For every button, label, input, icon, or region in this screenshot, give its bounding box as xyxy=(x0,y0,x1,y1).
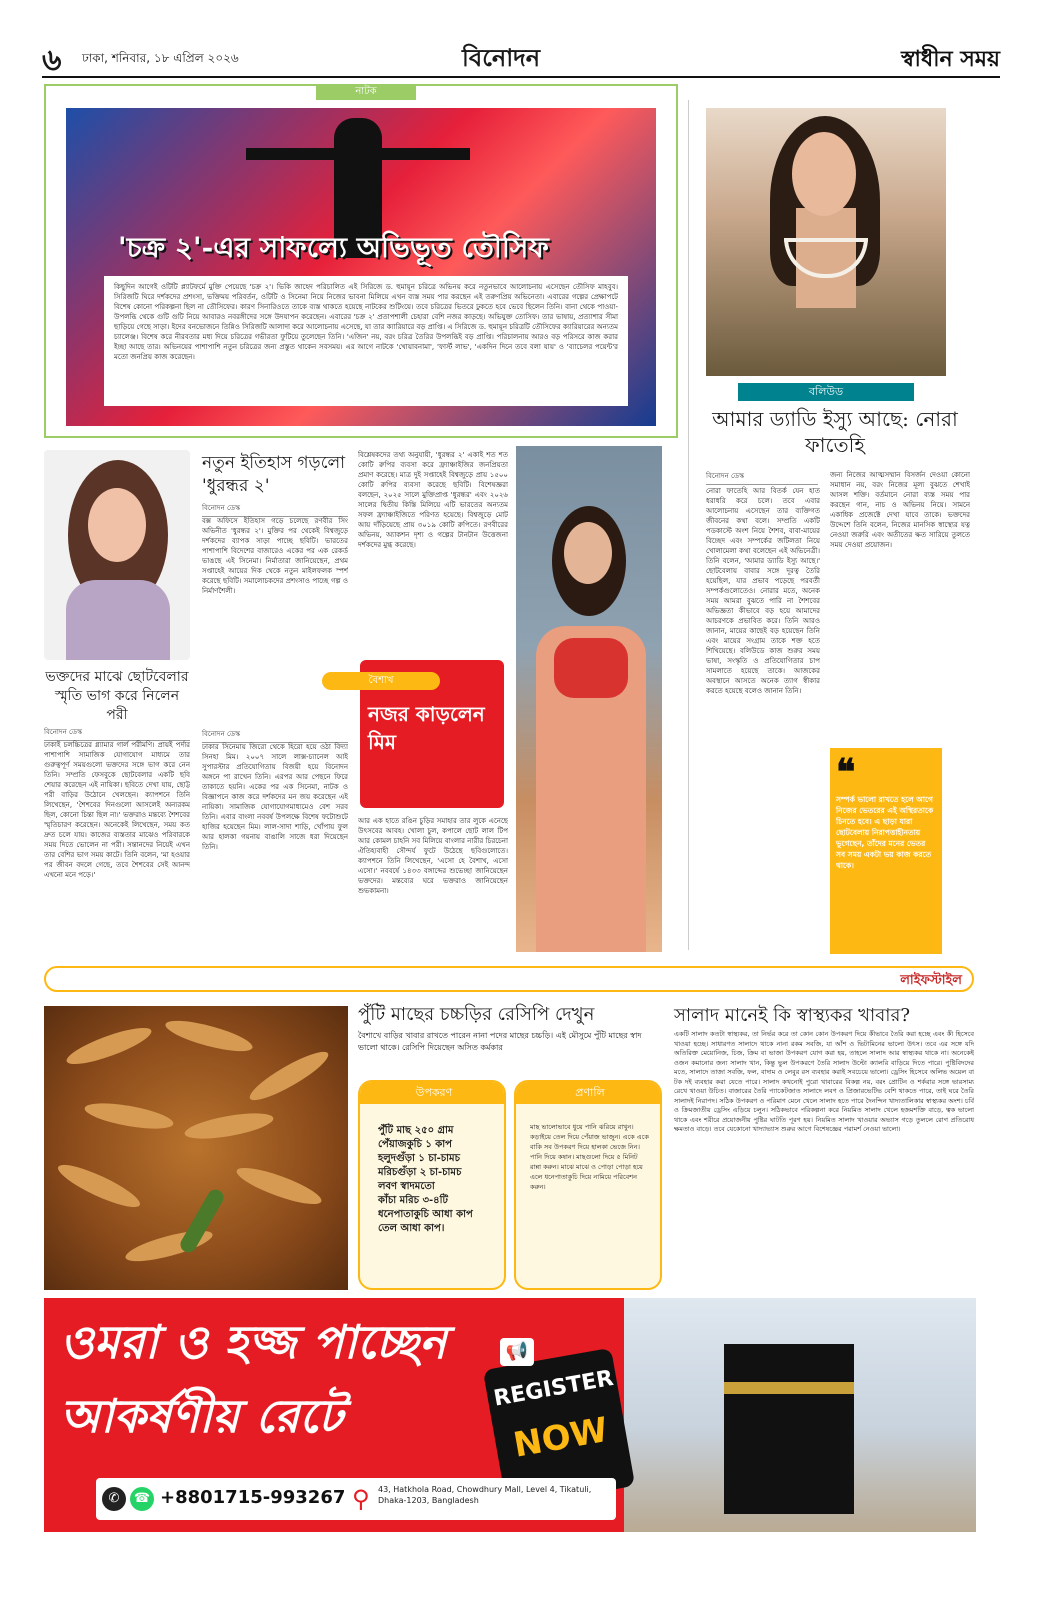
ingredient-item: পুঁটি মাছ ২৫০ গ্রাম xyxy=(378,1125,454,1136)
pull-quote-text: সম্পর্ক ভালো রাখতে হলে আগে নিজের ভেতরের এই অস্থিরতাকে চিনতে হবে। এ ছাড়া যারা ছোটবেলায় নিরাপত্তাহীনতায় ভুগেছেন, তাঁদের মনের ভেতর সব সময় একটা ভয় কাজ করতে থাকে। xyxy=(836,795,934,870)
salad-headline: সালাদ মানেই কি স্বাস্থ্যকর খাবার? xyxy=(674,1005,911,1026)
pori-body: ঢাকাই চলচ্চিত্রের গ্ল্যামার গার্ল পরীমণি। প্রায়ই পর্দার পাশাপাশি সামাজিক যোগাযোগ মাধ্যমে তার গুরুত্বপূর্ণ সময়গুলো ভক্তদের সঙ্গে ভাগ করে নেন তিনি। সম্প্রতি ফেসবুকে ছোটবেলার একটি ছবি শেয়ার করেছেন এই নায়িকা। ছবিতে দেখা যায়, ছোট্ট পরী বাড়ির উঠোনে খেলছেন। ক্যাপশনে তিনি লিখেছেন, 'শৈশবের দিনগুলো আসলেই অন্যরকম ছিল, কোনো চিন্তা ছিল না।' ভক্তরাও মন্তব্যে শৈশবের স্মৃতিচারণ করেছেন। অনেকেই লিখেছেন, সময় কত দ্রুত চলে যায়। কাজের ব্যস্ততার মাঝেও পরিবারকে সময় দিতে ভোলেন না পরী। সন্তানদের নিয়েই এখন তার বেশির ভাগ সময় কাটে। তিনি বলেন, 'মা হওয়ার পর জীবন বদলে গেছে, তবে শৈশবের সেই আনন্দ এখনো মনে পড়ে।' xyxy=(44,741,190,879)
ingredient-item: লবণ স্বাদমতো xyxy=(378,1181,435,1192)
location-pin-icon: ⚲ xyxy=(352,1485,370,1513)
mim-photo-blouse xyxy=(554,638,628,698)
recipe-headline: পুঁটি মাছের চচ্চড়ির রেসিপি দেখুন xyxy=(358,1004,595,1025)
mim-body-col2: আর এক হাতে রঙিন চুড়ির সমাহার তার লুকে এনেছে উৎসবের আবহ। খোলা চুল, কপালে ছোট লাল টিপ আর কোমল চাহনি সব মিলিয়ে বাংলার নারীর চিরচেনা ঐতিহ্যবাহী সৌন্দর্য ফুটে উঠেছে ছবিগুলোতে। ক্যাপশনে তিনি লিখেছেন, 'এসো হে বৈশাখ, এসো এসো।' নববর্ষে ১৪৩৩ বঙ্গাব্দের শুভেচ্ছা জানিয়েছেন ভক্তদের। মন্তব্যের ঘরে ভক্তরাও জানিয়েছেন শুভকামনা। xyxy=(358,817,508,895)
ad-contact-strip xyxy=(96,1478,616,1520)
whatsapp-icon: ☎ xyxy=(130,1487,154,1511)
mim-headline: নজর কাড়লেন মিম xyxy=(368,702,485,754)
bollywood-tag: বলিউড xyxy=(738,383,914,401)
ad-headline-line2: আকর্ষণীয় রেটে xyxy=(60,1389,343,1443)
dhurandhar-dateline: বিনোদন ডেস্ক xyxy=(202,502,348,517)
register-label: REGISTER xyxy=(491,1366,616,1412)
lifestyle-section-bar xyxy=(44,966,974,992)
ad-phone-number[interactable]: +8801715-993267 xyxy=(160,1487,346,1508)
pori-photo-dress xyxy=(66,580,170,660)
drama-headline: 'চক্র ২'-এর সাফল্যে অভিভূত তৌসিফ xyxy=(118,231,549,264)
ad-address: 43, Hatkhola Road, Chowdhury Mall, Level 4, Tikatuli, Dhaka-1203, Bangladesh xyxy=(378,1485,592,1505)
kaaba-photo xyxy=(624,1298,976,1532)
mim-photo xyxy=(516,446,662,952)
ingredient-item: মরিচগুঁড়া ২ চা-চামচ xyxy=(378,1167,462,1178)
page-number: ৬ xyxy=(42,43,62,78)
mim-body-col1: ঢাকার সিনেমায় জিরো থেকে হিরো হয়ে ওঠা বিদ্যা সিনহা মিম। ২০০৭ সালে লাক্স-চ্যানেল আই সুপারস্টার প্রতিযোগিতায় বিজয়ী হয়ে বিনোদন অঙ্গনে পা রাখেন তিনি। এরপর আর পেছনে ফিরে তাকাতে হয়নি। একের পর এক সিনেমা, নাটক ও বিজ্ঞাপনে কাজ করে দর্শকদের মন জয় করেছেন এই নায়িকা। সামাজিক যোগাযোগমাধ্যমেও বেশ সরব তিনি। এবার বাংলা নববর্ষ উপলক্ষে বিশেষ ফটোশুটে হাজির হয়েছেন মিম। লাল-সাদা শাড়ি, খোঁপায় ফুল আর হালকা গয়নায় বাঙালি সাজে ধরা দিয়েছেন তিনি। xyxy=(202,743,348,851)
ingredient-item: ধনেপাতাকুচি আধা কাপ xyxy=(378,1209,473,1220)
fish-shape xyxy=(63,1021,154,1071)
fish-shape xyxy=(54,1158,144,1214)
ingredients-box xyxy=(358,1080,506,1290)
dhurandhar-headline: নতুন ইতিহাস গড়লো 'ধুরন্ধর ২' xyxy=(202,453,346,496)
fish-shape xyxy=(183,1108,275,1143)
fish-curry-photo xyxy=(44,1006,348,1290)
section-title: বিনোদন xyxy=(462,43,541,72)
mim-dateline: বিনোদন ডেস্ক xyxy=(202,728,348,743)
ingredients-list xyxy=(378,1124,498,1236)
nora-dateline: বিনোদন ডেস্ক xyxy=(706,470,818,485)
mim-photo-face xyxy=(564,522,612,584)
method-tag: প্রণালি xyxy=(516,1082,662,1104)
dhurandhar-body-col2: বিশ্লেষকদের তথ্য অনুযায়ী, 'ধুরন্ধর ২' একাই শত শত কোটি রুপির ব্যবসা করে ফ্র্যাঞ্চাইজির জনপ্রিয়তা প্রমাণ করেছে। মাত্র দুই সপ্তাহেই বিশ্বজুড়ে প্রায় ১৫০০ কোটি রুপির ব্যবসা করেছে ছবিটি। বিশেষজ্ঞরা বলছেন, ২০২৫ সালে মুক্তিপ্রাপ্ত 'ধুরন্ধর' এবং ২০২৬ সালের দ্বিতীয় কিস্তি মিলিয়ে এটি ভারতের অন্যতম সফল ফ্র্যাঞ্চাইজিতে পরিণত হয়েছে। বিশ্বজুড়ে মোট আয় দাঁড়িয়েছে প্রায় ৩০১৯ কোটি রুপিতে। রণবীরের অভিনয়, অ্যাকশন দৃশ্য ও গল্পের টানটান উত্তেজনা দর্শকদের মুগ্ধ করেছে। xyxy=(358,451,508,549)
method-text: মাছ ভালোভাবে ধুয়ে পানি ঝরিয়ে রাখুন। কড়াইয়ে তেল দিয়ে পেঁয়াজ ভাজুন। একে একে বাকি সব উপকরণ দিয়ে হালকা ভেজে নিন। পানি দিয়ে কষান। মাছগুলো দিয়ে ৫ মিনিট রান্না করুন। মাঝে মাঝে ও পোড়া পোড়া হয়ে এলে ধনেপাতাকুচি দিয়ে নামিয়ে পরিবেশন করুন। xyxy=(530,1123,649,1191)
kaaba-gold-band xyxy=(724,1382,854,1394)
drama-feature xyxy=(44,84,678,438)
recipe-intro: বৈশাখে বাড়ির খাবার রাখতে পারেন নানা পদের মাছের চচ্চড়ি। এই মৌসুমে পুঁটি মাছের স্বাদ ভালো থাকে। রেসিপি দিয়েছেন অসিত কর্মকার xyxy=(358,1031,642,1052)
ad-headline-line1: ওমরা ও হজ্জ পাচ্ছেন xyxy=(60,1315,447,1369)
nora-photo-face xyxy=(792,132,856,216)
megaphone-icon: 📢 xyxy=(500,1338,534,1366)
kaaba-shape xyxy=(724,1344,854,1514)
phone-icon: ✆ xyxy=(102,1487,126,1511)
drama-tag: নাটক xyxy=(316,84,416,100)
green-chili xyxy=(178,1187,227,1256)
quote-icon: ❝ xyxy=(836,751,856,793)
fish-shape xyxy=(83,1098,175,1133)
ingredient-item: হলুদগুঁড়া ১ চা-চামচ xyxy=(378,1153,461,1164)
pori-photo xyxy=(44,450,190,660)
ingredient-item: তেল আধা কাপ। xyxy=(378,1223,445,1234)
page-header xyxy=(42,36,1000,78)
method-box xyxy=(514,1080,662,1290)
fish-shape xyxy=(245,1045,333,1107)
dhurandhar-body-col1: বক্স অফিসে ইতিহাস গড়ে চলেছে রণবীর সিং অভিনীত 'ধুরন্ধর ২'। মুক্তির পর থেকেই বিশ্বজুড়ে দর্শকদের ব্যাপক সাড়া পাচ্ছে ছবিটি। ভারতের পাশাপাশি বিদেশের বাজারেও একের পর এক রেকর্ড ভাঙছে এই সিনেমা। নির্মাতারা জানিয়েছেন, প্রথম সপ্তাহেই আয়ের দিক থেকে নতুন মাইলফলক স্পর্শ করেছে ছবিটি। সমালোচকদের প্রশংসাও পাচ্ছে গল্প ও নির্মাণশৈলী। xyxy=(202,517,348,595)
pori-photo-face xyxy=(88,488,146,562)
drama-body: কিছুদিন আগেই ওটিটি প্ল্যাটফর্মে মুক্তি পেয়েছে 'চক্র ২'। ভিকি জাহেদ পরিচালিত এই সিরিজে ড. হুমায়ূন চরিত্রে অভিনয় করে নতুনভাবে আলোচনায় এসেছেন তৌসিফ মাহবুব। সিরিজটি ঘিরে দর্শকদের প্রশংসা, ভক্তিময় পরিবর্তন, ওটিটি ও সিনেমা নিয়ে নিজের ভাবনা মিলিয়ে এখন ব্যস্ত সময় পার করছেন এই তরুণপ্রিয় অভিনেতা। এবারের গল্পের প্রেক্ষাপটে বিশেষ কোনো পরিকল্পনা ছিল না তৌসিফের। কারণ সিনারিওতে তাকে ব্যস্ত থাকতে হয়েছে নাটকের শুটিংয়ে। তবে চরিত্রের ভিতরে ঢুকতে হবে ভেবে ছিলেন তিনি। বানা থেকে পাওয়া-উপলব্ধি থেকে গুটি গুটি নিয়ে আবারও নবরঙ্গীদের সঙ্গে উদযাপন করেছেন। এবারের 'চক্র ২' প্রতাপশালী চেহারা বেশি নজর কাড়ছে। অভিযুক্ত তোসিফ। তার ভাষায়, প্রত্যাশার সীমা ছাড়িয়ে গেছে সাড়া। ইদের বনভোজনে তিন্নিও সিরিজটি আলাদা করে আলোচনায় এসেছে, যা তার ক্যারিয়ারে বড় প্রাপ্তি। এ সিরিজে ড. হুমায়ূন চরিত্রটি তৌসিফের ক্যারিয়ারের অন্যতম চ্যালেঞ্জ। বিশেষ করে নীরবতার মধ্য দিয়ে চরিত্রের গভীরতা ফুটিয়ে তুলেছেন তিনি। 'এজিন' নয়, বরং চরিত্র তৈরির উপলব্ধিই বড় প্রাপ্তি। পরিচালনায় আরও বড় পরিসরে কাজ করার ইচ্ছা আছে তার। অভিনয়ের পাশাপাশি নতুন চরিত্রের জন্য প্রস্তুত থাকেন সবসময়। এর আগে নাটকে 'খোয়াবনামা', 'ফার্স্ট লাভ', 'একদিন দিনে তবে বলা যায়' ও 'ব্যাচেলর পয়েন্ট'র মতো জনপ্রিয় কাজ করেছেন। xyxy=(104,276,628,406)
column-divider xyxy=(688,100,689,950)
now-label: NOW xyxy=(510,1409,611,1466)
fish-shape xyxy=(163,1015,255,1058)
fish-shape xyxy=(233,1161,324,1211)
salad-body: একটি সালাদ কতটা স্বাস্থ্যকর, তা নির্ভর করে তা কোন কোন উপকরণ দিয়ে কীভাবে তৈরি করা হচ্ছে এবং কী হিসেবে খাওয়া হচ্ছে। সাধারণত সালাদে থাকে নানা রকম সবজি, যা আঁশ ও ভিটামিনের ভালো উৎস। তবে এর সঙ্গে যদি অতিরিক্ত মেয়োনিজ, চিজ, ক্রিম বা ভাজা উপকরণ যোগ করা হয়, তাহলে সালাদ আর স্বাস্থ্যকর থাকে না। অনেকেই ওজন কমানোর জন্য সালাদ খান, কিন্তু ভুল উপকরণে তৈরি সালাদ উল্টো ক্যালরি বাড়িয়ে দিতে পারে। পুষ্টিবিদদের মতে, সালাদে তাজা সবজি, ফল, বাদাম ও লেবুর রস ব্যবহার করাই সবচেয়ে ভালো। ড্রেসিং হিসেবে অলিভ অয়েল বা টক দই ব্যবহার করা যেতে পারে। সালাদ কখনোই পুরো খাবারের বিকল্প নয়, বরং প্রোটিন ও শর্করার সঙ্গে ভারসাম্য রেখে খাওয়া উচিত। বাজারের তৈরি প্যাকেটজাত সালাদে লবণ ও প্রিজারভেটিভ বেশি থাকতে পারে, তাই ঘরে তৈরি সালাদই নিরাপদ। সঠিক উপকরণ ও পরিমাণ মেনে খেলে সালাদ হতে পারে দৈনন্দিন খাদ্যতালিকার স্বাস্থ্যকর অংশ। চর্বি ও ক্রিমজাতীয় ড্রেসিং এড়িয়ে চলুন। সঠিকভাবে পরিকল্পনা করে নিয়মিত সালাদ খেলে হজমশক্তি বাড়ে, ত্বক ভালো থাকে এবং শরীরে প্রয়োজনীয় পুষ্টির ঘাটতি পূরণ হয়। নিয়মিত সালাদ খাওয়ার অভ্যাস গড়ে তুললে রোগ প্রতিরোধ ক্ষমতাও বাড়ে। তবে যেকোনো খাদ্যাভ্যাস শুরুর আগে বিশেষজ্ঞের পরামর্শ নেওয়া ভালো। xyxy=(674,1030,974,1133)
nora-body-col1: নোরা ফাতেহি আর বিতর্ক যেন হাত ধরাধরি করে চলে। তবে এবার আলোচনায় এসেছেন তার ব্যক্তিগত জীবনের কথা বলে। সম্প্রতি একটি পডকাস্টে অংশ নিয়ে শৈশব, বাবা-মায়ের বিচ্ছেদ এবং সম্পর্কের জটিলতা নিয়ে খোলামেলা কথা বলেছেন এই অভিনেত্রী। তিনি বলেন, 'আমার ড্যাডি ইস্যু আছে।' ছোটবেলায় বাবার সঙ্গে দূরত্ব তৈরি হয়েছিল, যার প্রভাব পড়েছে পরবর্তী সম্পর্কগুলোতেও। নোরার মতে, অনেক সময় আমরা বুঝতে পারি না শৈশবের অভিজ্ঞতা কীভাবে বড় হয়ে আমাদের আচরণকে প্রভাবিত করে। তিনি আরও জানান, মায়ের কাছেই বড় হয়েছেন তিনি এবং মায়ের সংগ্রাম তাকে শক্ত হতে শিখিয়েছে। বলিউডে কাজ শুরুর সময় ভাষা, সংস্কৃতি ও প্রতিযোগিতার চাপ সামলাতে হয়েছে তাকে। আজকের অবস্থানে আসতে অনেক ত্যাগ স্বীকার করতে হয়েছে বলেও জানান তিনি। xyxy=(706,487,820,695)
masthead-logo: স্বাধীন সময় xyxy=(901,46,1000,72)
pull-quote xyxy=(830,748,942,954)
pori-headline: ভক্তদের মাঝে ছোটবেলার স্মৃতি ভাগ করে নিলেন পরী xyxy=(45,669,189,723)
nora-body-col2: জন্য নিজের আত্মসম্মান বিসর্জন দেওয়া কোনো সমাধান নয়, বরং নিজের মূল্য বুঝতে শেখাই আসল শক্তি। বর্তমানে নোরা ব্যস্ত সময় পার করছেন গান, নাচ ও অভিনয় নিয়ে। সামনে একাধিক প্রজেক্টে দেখা যাবে তাকে। ভক্তদের উদ্দেশে তিনি বলেন, নিজের মানসিক স্বাস্থ্যের যত্ন নেওয়া জরুরি এবং অতীতের ক্ষত সারিয়ে তুলতে সময় দেওয়া প্রয়োজন। xyxy=(830,471,970,549)
boishakh-tag: বৈশাখ xyxy=(322,672,440,690)
ingredient-item: পেঁয়াজকুচি ১ কাপ xyxy=(378,1139,452,1150)
nora-headline: আমার ড্যাডি ইস্যু আছে: নোরা ফাতেহি xyxy=(712,407,958,457)
ingredients-tag: উপকরণ xyxy=(360,1082,506,1104)
pori-dateline: বিনোদন ডেস্ক xyxy=(44,726,190,741)
lifestyle-tag: লাইফস্টাইল xyxy=(900,973,962,988)
nora-photo xyxy=(706,108,946,376)
drama-photo xyxy=(66,108,656,426)
date-line: ঢাকা, শনিবার, ১৮ এপ্রিল ২০২৬ xyxy=(82,51,239,65)
hajj-umrah-ad[interactable] xyxy=(44,1298,976,1532)
ingredient-item: কাঁচা মরিচ ৩-৪টি xyxy=(378,1195,448,1206)
